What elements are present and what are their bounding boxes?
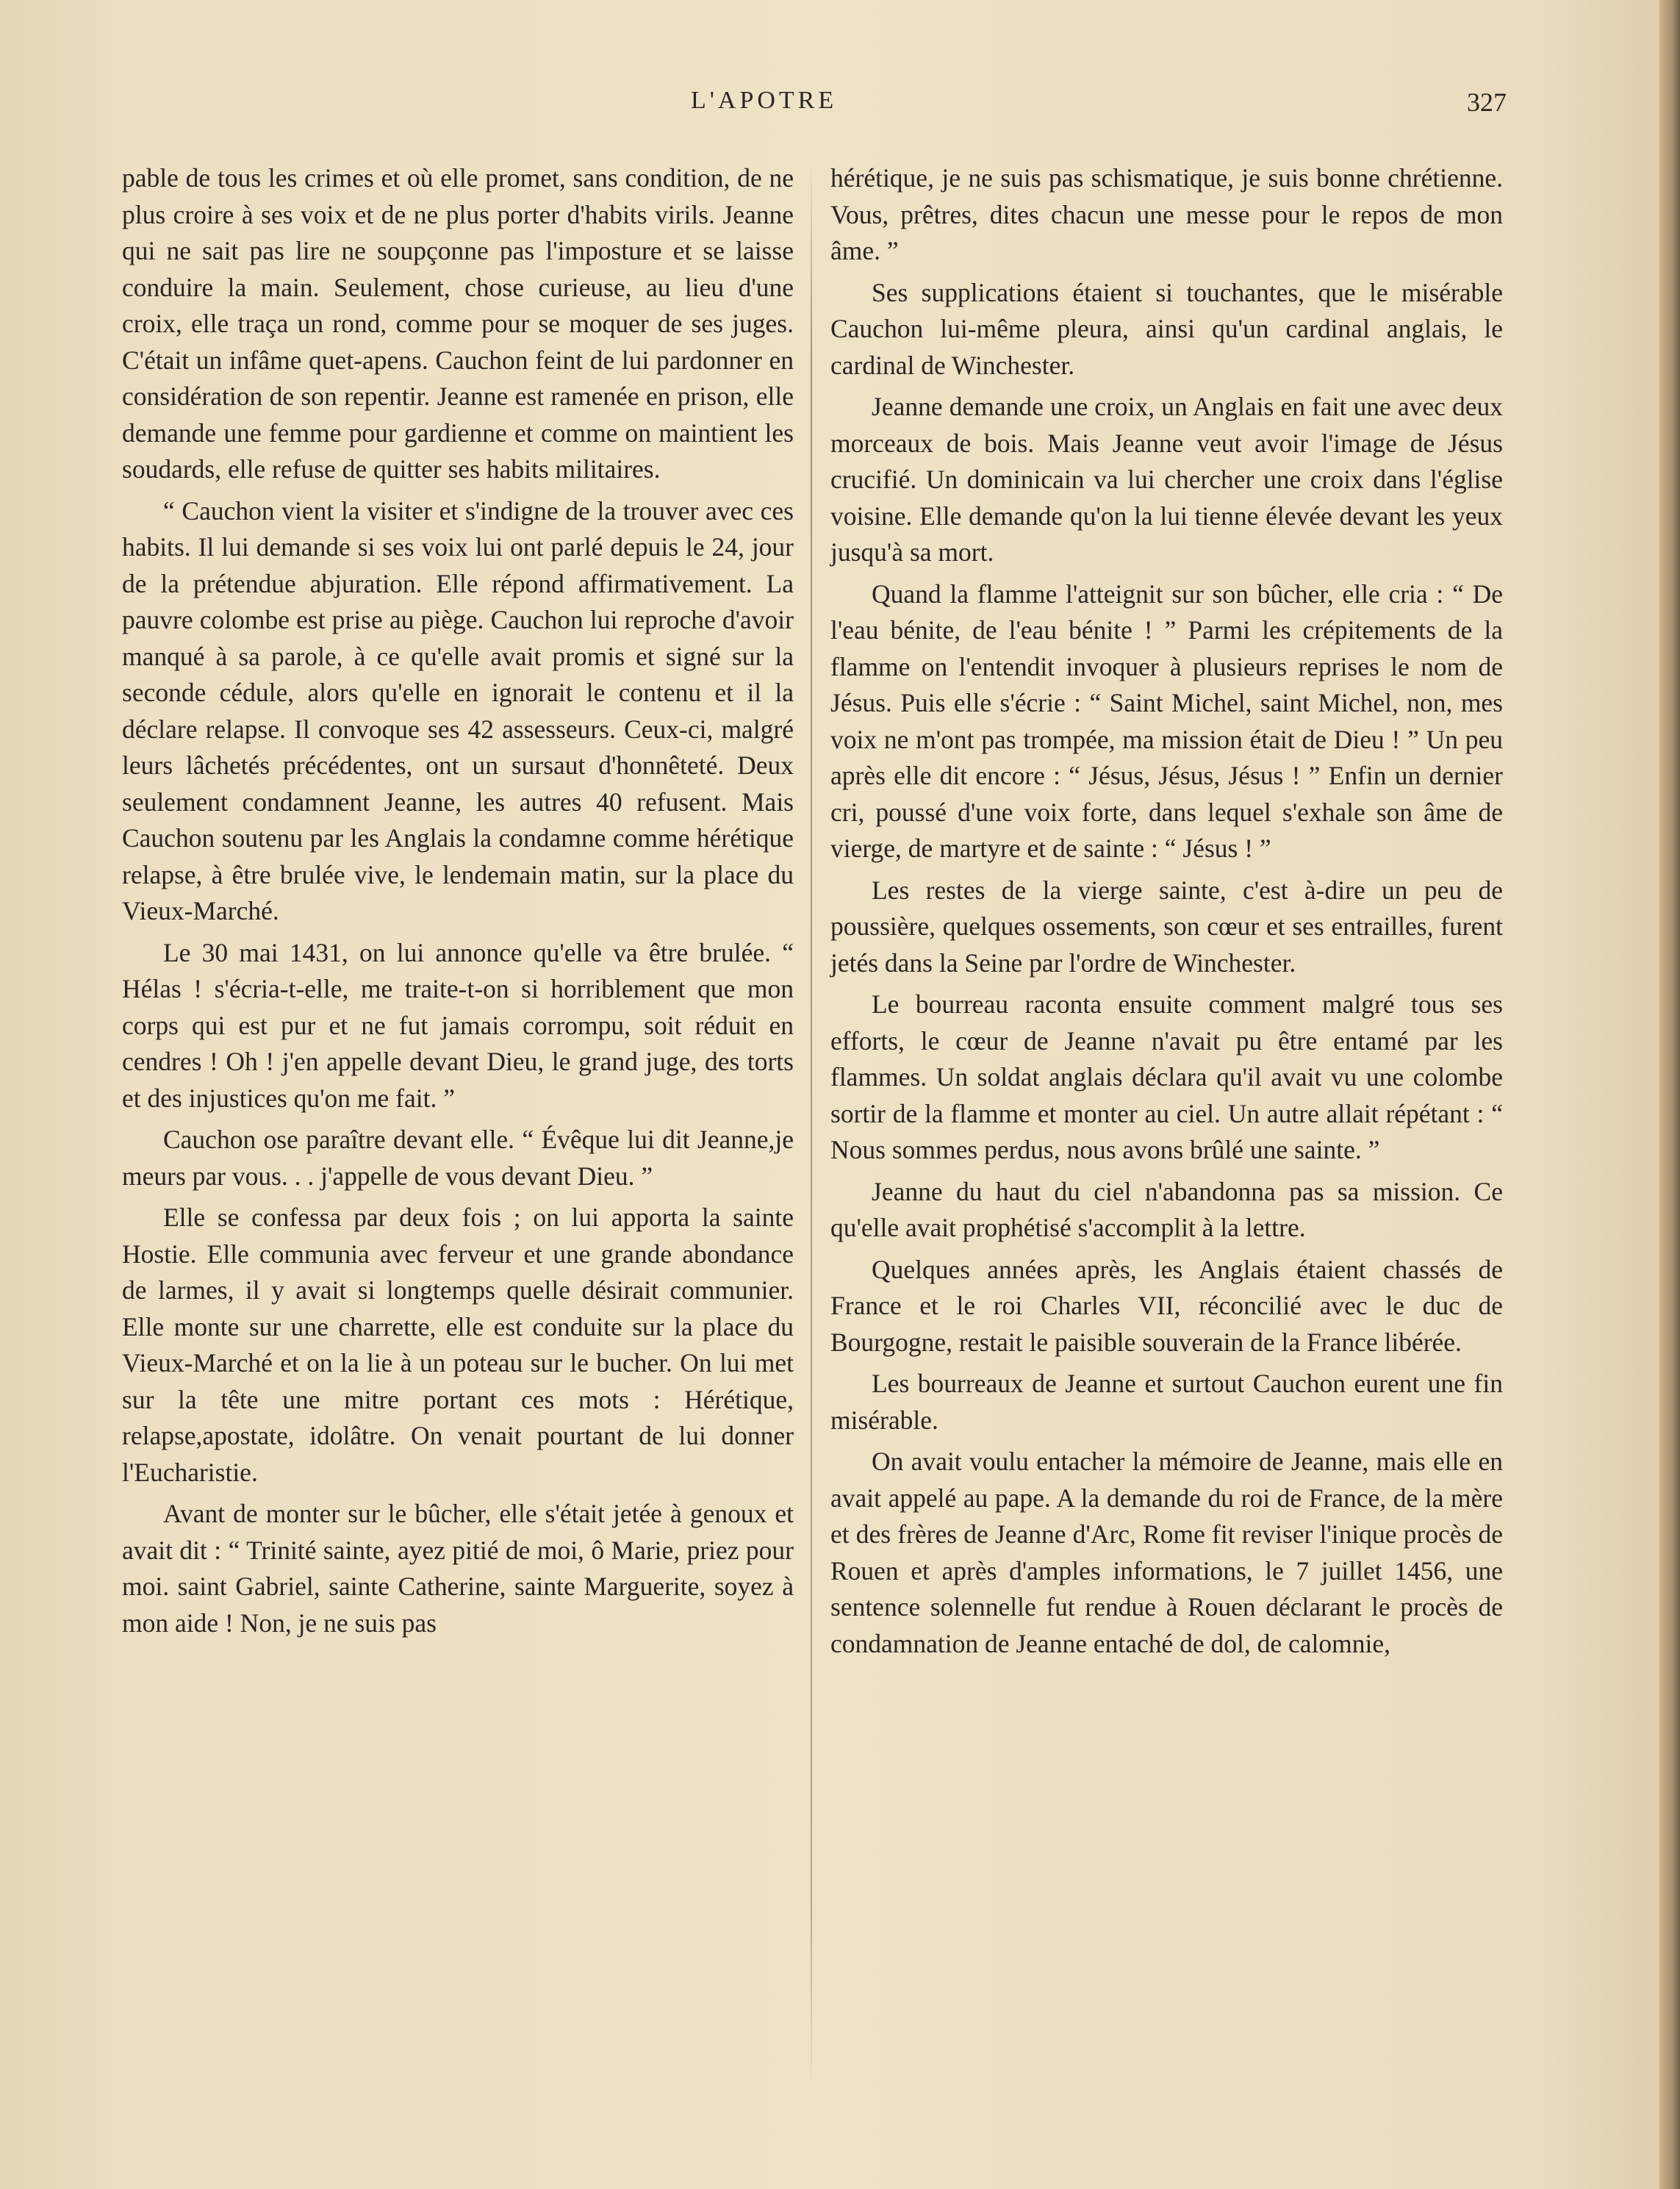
paragraph: Cauchon ose paraître devant elle. “ Évêque lui dit Jeanne,je meurs par vous. . . j'appelle de vous devant Dieu. ” [122,1125,794,1191]
paragraph: Les bourreaux de Jeanne et surtout Cauchon eurent une fin misérable. [830,1369,1503,1435]
page-header [110,87,1507,121]
paragraph: Jeanne demande une croix, un Anglais en fait une avec deux morceaux de bois. Mais Jeanne veut avoir l'image de Jésus crucifié. Un dominicain va lui chercher une croix dans l'église voisine. Elle demande qu'on la lui tienne élevée devant les yeux jusqu'à sa mort. [830,392,1503,567]
paragraph: Jeanne du haut du ciel n'abandonna pas sa mission. Ce qu'elle avait prophétisé s'accomplit à la lettre. [830,1176,1503,1242]
page-edge [1659,0,1680,2189]
paragraph: pable de tous les crimes et où elle promet, sans condition, de ne plus croire à ses voix et de ne plus porter d'habits virils. Jeanne qui ne sait pas lire ne soupçonne pas l'imposture et se laisse conduire la main. Seulement, chose curieuse, au lieu d'une croix, elle traça un rond, comme pour se moquer de ses juges. C'était un infâme quet-apens. Cauchon feint de lui pardonner en considération de son repentir. Jeanne est ramenée en prison, elle demande une femme pour gardienne et comme on maintient les soudards, elle refuse de quitter ses habits militaires. [122,163,794,484]
paragraph: Le bourreau raconta ensuite comment malgré tous ses efforts, le cœur de Jeanne n'avait pu être entamé par les flammes. Un soldat anglais déclara qu'il avait vu une colombe sortir de la flamme et monter au ciel. Un autre allait répétant : “ Nous sommes perdus, nous avons brûlé une sainte. ” [830,989,1503,1164]
paragraph: “ Cauchon vient la visiter et s'indigne de la trouver avec ces habits. Il lui demande si ses voix lui ont parlé depuis le 24, jour de la prétendue abjuration. Elle répond affirmativement. La pauvre colombe est prise au piège. Cauchon lui reproche d'avoir manqué à sa parole, à ce qu'elle avait promis et signé sur la seconde cédule, alors qu'elle en ignorait le contenu et il la déclare relapse. Il convoque ses 42 assesseurs. Ceux-ci, malgré leurs lâchetés précédentes, ont un sursaut d'honnêteté. Deux seulement condamnent Jeanne, les autres 40 refusent. Mais Cauchon soutenu par les Anglais la condamne comme hérétique relapse, à être brulée vive, le lendemain matin, sur la place du Vieux-Marché. [122,495,794,925]
right-column [830,160,1503,1667]
column-divider [811,160,812,2093]
paragraph: Quand la flamme l'atteignit sur son bûcher, elle cria : “ De l'eau bénite, de l'eau bénite ! ” Parmi les crépitements de la flamme on l'entendit invoquer à plusieurs reprises le nom de Jésus. Puis elle s'écrie : “ Saint Michel, saint Michel, non, mes voix ne m'ont pas trompée, ma mission était de Dieu ! ” Un peu après elle dit encore : “ Jésus, Jésus, Jésus ! ” Enfin un dernier cri, poussé d'une voix forte, dans lequel s'exhale son âme de vierge, de martyre et de sainte : “ Jésus ! ” [830,578,1503,863]
page-number: 327 [1467,87,1507,117]
running-title: L'APOTRE [691,87,838,114]
paragraph: Avant de monter sur le bûcher, elle s'était jetée à genoux et avait dit : “ Trinité sainte, ayez pitié de moi, ô Marie, priez pour moi. saint Gabriel, sainte Catherine, sainte Marguerite, soyez à mon aide ! Non, je ne suis pas [122,1499,794,1638]
paragraph: Elle se confessa par deux fois ; on lui apporta la sainte Hostie. Elle communia avec ferveur et une grande abondance de larmes, il y avait si longtemps quelle désirait communier. Elle monte sur une charrette, elle est conduite sur la place du Vieux-Marché et on la lie à un poteau sur le bucher. On lui met sur la tête une mitre portant ces mots : Hérétique, relapse,apostate, idolâtre. On venait pourtant de lui donner l'Eucharistie. [122,1203,794,1487]
left-column [122,160,794,1647]
paragraph: Les restes de la vierge sainte, c'est à-dire un peu de poussière, quelques ossements, son cœur et ses entrailles, furent jetés dans la Seine par l'ordre de Winchester. [830,875,1503,978]
paragraph: Ses supplications étaient si touchantes, que le misérable Cauchon lui-même pleura, ainsi qu'un cardinal anglais, le cardinal de Winchester. [830,277,1503,380]
paragraph: Le 30 mai 1431, on lui annonce qu'elle va être brulée. “ Hélas ! s'écria-t-elle, me traite-t-on si horriblement que mon corps qui est pur et ne fut jamais corrompu, soit réduit en cendres ! Oh ! j'en appelle devant Dieu, le grand juge, des torts et des injustices qu'on me fait. ” [122,937,794,1113]
paragraph: Quelques années après, les Anglais étaient chassés de France et le roi Charles VII, réconcilié avec le duc de Bourgogne, restait le paisible souverain de la France libérée. [830,1254,1503,1357]
paragraph: On avait voulu entacher la mémoire de Jeanne, mais elle en avait appelé au pape. A la demande du roi de France, de la mère et des frères de Jeanne d'Arc, Rome fit reviser l'inique procès de Rouen et après d'amples informations, le 7 juillet 1456, une sentence solennelle fut rendue à Rouen déclarant le procès de condamnation de Jeanne entaché de dol, de calomnie, [830,1447,1503,1658]
paragraph: hérétique, je ne suis pas schismatique, je suis bonne chrétienne. Vous, prêtres, dites chacun une messe pour le repos de mon âme. ” [830,163,1503,265]
